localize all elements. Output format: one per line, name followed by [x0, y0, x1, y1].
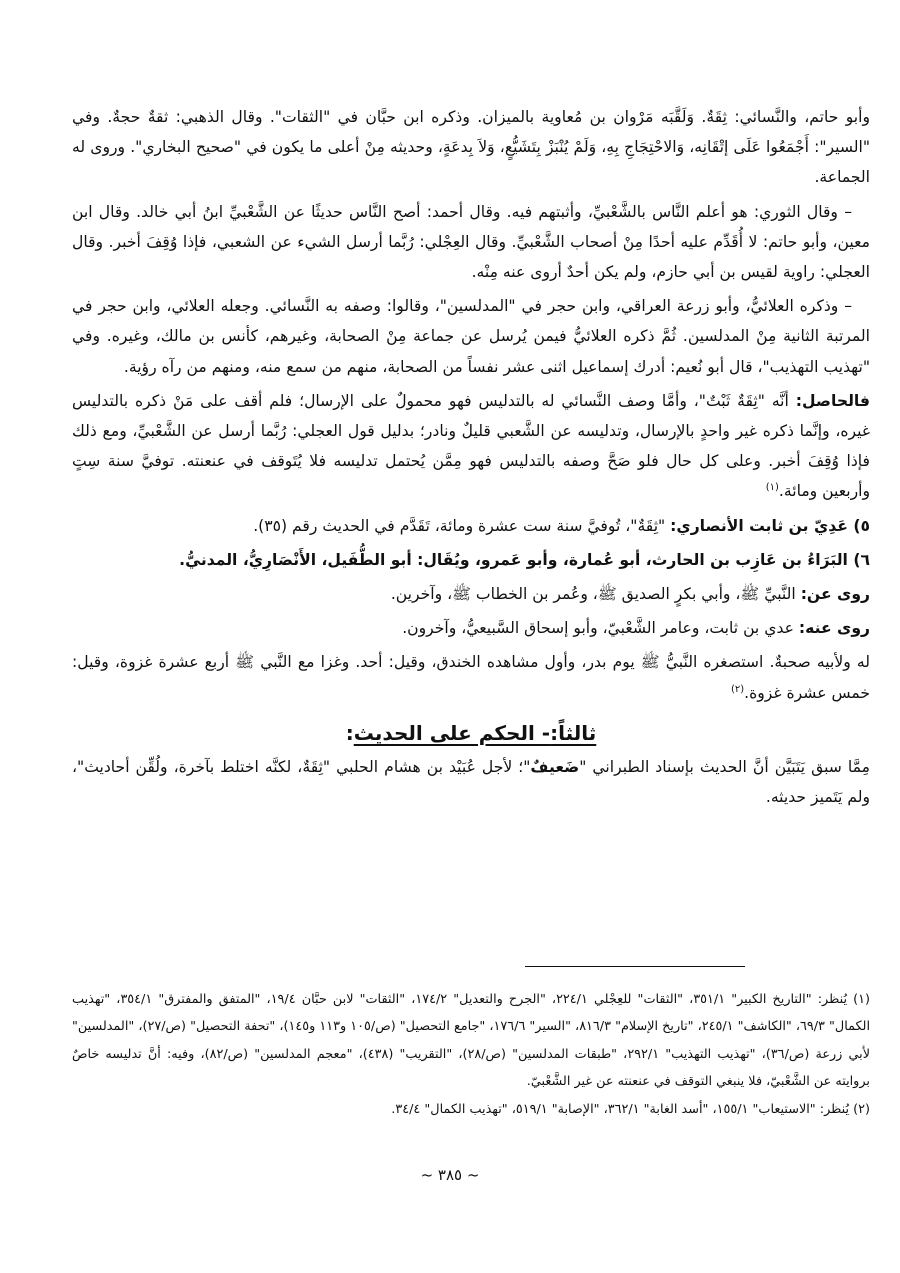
ruling-grade: ضَعيفٌ	[530, 757, 580, 776]
paragraph-narrator-praise: وأبو حاتم، والنَّسائي: ثِقَةٌ. وَلَقَّبَه مَرْوان بن مُعاوية بالميزان. وذكره ابن حبَّان في "الثقات". وقال الذهبي: ثقةٌ حجةٌ. وفي "السير": أَجْمَعُوا عَلَى إتْقَانِه، وَالاحْتِجَاجِ بِهِ، وَلَمْ يُنْبَزْ بِتَشَيُّعٍ، وَلاَ بِدعَةٍ، وحديثه مِنْ أعلى ما يكون في "صحيح البخاري". وروى له الجماعة.	[72, 108, 870, 187]
narrated-from-label: روى عن:	[800, 585, 870, 604]
footnote-ref-1: (١)	[765, 482, 779, 494]
main-text	[72, 102, 870, 816]
narrator-5-text: "ثِقَةٌ"، تُوفيَّ سنة ست عشرة ومائة، تَقَدَّم في الحديث رقم (٣٥).	[253, 516, 671, 535]
page-number: ~ ٣٨٥ ~	[420, 1166, 480, 1184]
narrated-by	[72, 613, 870, 643]
footnote-2: (٢) يُنظر: "الاستيعاب" ١٥٥/١، "أسد الغابة" ٣٦٢/١، "الإصابة" ٥١٩/١، "تهذيب الكمال" ٣٤/٤.	[391, 1101, 870, 1117]
footnote-1: (١) يُنظر: "التاريخ الكبير" ٣٥١/١، "الثقات" للعِجْلي ٢٢٤/١، "الجرح والتعديل" ١٧٤/٢، "الثقات" لابن حبَّان ١٩/٤، "المتفق والمفترق" ٣٥٤/١، "تهذيب الكمال" ٦٩/٣، "الكاشف" ٢٤٥/١، "تاريخ الإسلام" ٨١٦/٣، "السير" ١٧٦/٦، "جامع التحصيل" (ص/١٠٥ و١١٣ و١٤٥)، "تحفة التحصيل" (ص/٢٧)، "المدلسين" لأبي زرعة (ص/٣٦)، "تهذيب التهذيب" ٢٩٢/١، "طبقات المدلسين" (ص/٢٨)، "التقريب" (٤٣٨)، "معجم المدلسين" (ص/٨٢)، وفيه: أنَّ تدليسه خاصٌ بروايته عن الشَّعْبيّ، فلا ينبغي التوقف في عنعنته عن غير الشَّعْبيّ.	[72, 992, 871, 1090]
narrated-from-text: النَّبيِّ ﷺ، وأبي بكرٍ الصديق ﷺ، وعُمر بن الخطاب ﷺ، وآخرين.	[390, 585, 801, 604]
companionship-note	[72, 647, 870, 707]
ruling-post: "؛ لأجل عُبَيْد بن هشام الحلبي "ثِقَةٌ، لكنَّه اختلط بآخرة، ولُقِّن أحاديث"، ولم يَتَميز حديثه.	[72, 757, 870, 807]
hadith-ruling	[72, 752, 870, 812]
footnotes	[72, 986, 870, 1123]
section-heading	[72, 718, 870, 748]
paragraph-thawri-ahmad: – وقال الثوري: هو أعلم النَّاس بالشَّعْبيِّ، وأثبتهم فيه. وقال أحمد: أصح النَّاس حديثًا عن الشَّعْبيِّ ابنُ أبي خالد. وقال ابن معين، وأبو حاتم: لا أُقَدِّم عليه أحدًا مِنْ أصحاب الشَّعْبيِّ. وقال العِجْلي: رُبَّما أرسل الشيء عن الشعبي، فإذا وُقِفَ أخبر. وقال العجلي: راوية لقيس بن أبي حازم، ولم يكن أحدٌ أروى عنه مِنْه.	[72, 202, 870, 282]
footnote-separator	[525, 966, 745, 967]
ruling-pre: مِمَّا سبق يَتَبَيَّن أنَّ الحديث بإسناد الطبراني "	[579, 757, 870, 776]
companionship-text: له ولأبيه صحبةٌ. استصغره النَّبيُّ ﷺ يوم بدر، وأول مشاهده الخندق، وقيل: أحد. وغزا مع النَّبي ﷺ أربع عشرة غزوة، وقيل: خمس عشرة غزوة.	[72, 653, 870, 702]
section-heading-title: - الحكم على الحديث	[353, 720, 551, 745]
section-heading-label: ثالثاً:	[550, 720, 597, 745]
conclusion-label: فالحاصل:	[795, 391, 870, 410]
paragraph-mudallisin: – وذكره العلائيُّ، وأبو زرعة العراقي، وابن حجر في "المدلسين"، وقالوا: وصفه به النَّسائي. وجعله العلائي، وابن حجر في المرتبة الثانية مِنْ المدلسين. ثُمَّ ذكره العلائيُّ فيمن يُرسل عن جماعة مِنْ الصحابة، وغيرهم، كأنس بن مالك، وغيره. وفي "تهذيب التهذيب"، قال أبو نُعيم: أدرك إسماعيل اثنى عشر نفساً من الصحابة، منهم من سمع منه، ومنهم من رآه رؤية.	[72, 297, 870, 376]
conclusion-text: أنَّه "ثِقَةٌ ثَبْتٌ"، وأمَّا وصف النَّسائي له بالتدليس فهو محمولٌ على الإرسال؛ فلم أقف على مَنْ ذكره بالتدليس غيره، وإنَّما ذكره غير واحدٍ بالإرسال، وتدليسه عن الشَّعبي قليلٌ ونادر؛ بدليل قول العجلي: رُبَّما أرسل عن الشَّعْبيِّ، ومع ذلك فإذا وُقِفَ أخبر. وعلى كل حال فلو صَحَّ وصفه بالتدليس فهو مِمَّن يُحتمل تدليسه فلا يُتَوقف في عنعنته. توفيَّ سنة سِتٍ وأربعين ومائة.	[72, 391, 870, 501]
narrated-from	[72, 579, 870, 609]
narrated-by-text: عدي بن ثابت، وعامر الشَّعْبيّ، وأبو إسحاق السَّبيعيُّ، وآخرون.	[402, 619, 799, 638]
narrator-item-6: ٦) البَرَاءُ بن عَازِب بن الحارث، أبو عُمارة، وأبو عَمرو، ويُقَال: أبو الطُّفَيل، الأَنْصَارِيُّ، المدنيُّ.	[179, 550, 870, 569]
paragraph-conclusion-narrator	[72, 386, 870, 507]
narrator-item-5	[72, 511, 870, 541]
narrated-by-label: روى عنه:	[798, 619, 870, 638]
narrator-5-name: ٥) عَدِيّ بن ثابت الأنصاري:	[670, 516, 870, 535]
section-heading-colon: :	[345, 720, 354, 745]
footnote-ref-2: (٢)	[730, 683, 745, 695]
